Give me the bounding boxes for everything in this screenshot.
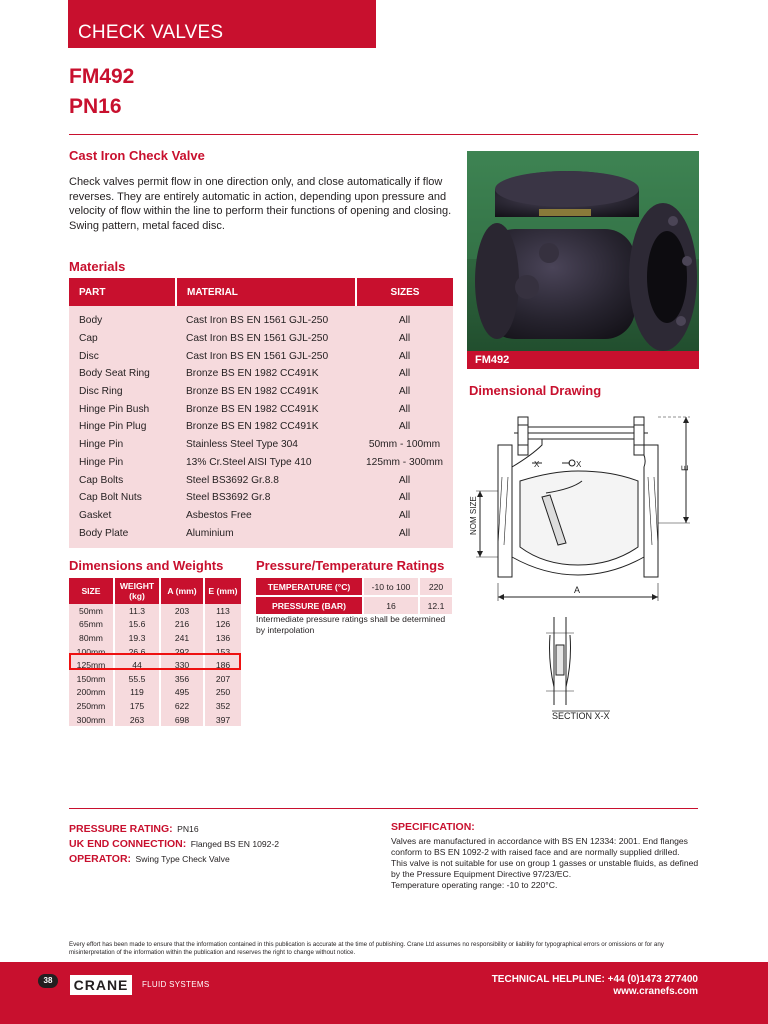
technical-helpline: TECHNICAL HELPLINE: +44 (0)1473 277400 <box>491 974 698 985</box>
dimensions-cell-a: 356 <box>160 672 204 686</box>
materials-cell-part: Hinge Pin Plug <box>69 418 176 436</box>
pressure-label-temperature: TEMPERATURE (°C) <box>256 578 363 596</box>
materials-cell-material: Asbestos Free <box>176 507 356 525</box>
dimensions-row <box>69 713 241 727</box>
materials-cell-material: Cast Iron BS EN 1561 GJL-250 <box>176 306 356 330</box>
materials-cell-part: Hinge Pin Bush <box>69 400 176 418</box>
photo-caption-bar <box>467 351 699 369</box>
dimensions-cell-a: 203 <box>160 604 204 618</box>
drawing-label-nom-size: NOM SIZE <box>469 496 478 535</box>
section-header-title: CHECK VALVES <box>78 22 224 43</box>
dimensions-cell-weight: 26.6 <box>114 645 160 659</box>
pressure-temp-high: 220 <box>419 578 452 596</box>
pressure-title: Pressure/Temperature Ratings <box>256 558 445 573</box>
dimensions-cell-e: 250 <box>204 686 241 700</box>
specification-title: SPECIFICATION: <box>391 821 475 833</box>
materials-row <box>69 365 453 383</box>
materials-cell-part: Hinge Pin <box>69 454 176 472</box>
dimensions-cell-a: 292 <box>160 645 204 659</box>
dimensions-row <box>69 699 241 713</box>
drawing-label-x-left: X <box>534 460 540 469</box>
materials-cell-part: Cap Bolt Nuts <box>69 489 176 507</box>
product-pressure-rating: PN16 <box>69 95 122 118</box>
spec-divider <box>69 808 698 809</box>
dimensions-cell-weight: 55.5 <box>114 672 160 686</box>
pressure-value-low: 16 <box>363 596 419 614</box>
materials-cell-part: Body <box>69 306 176 330</box>
disclaimer: Every effort has been made to ensure that the information contained in this publication is accurate at the time of publishing. Crane Ltd assumes no responsibility or liability for typographical errors or omissions or for any misinterpretation of the information within the publication and reserves the right to change without notice. <box>69 941 664 956</box>
dimensions-row <box>69 618 241 632</box>
materials-cell-sizes: All <box>356 306 453 330</box>
dimensions-cell-e: 113 <box>204 604 241 618</box>
materials-cell-sizes: All <box>356 471 453 489</box>
dimensions-cell-e: 207 <box>204 672 241 686</box>
website-link[interactable]: www.cranefs.com <box>613 986 698 997</box>
drawing-label-a: A <box>574 585 581 595</box>
dimensions-cell-size: 150mm <box>69 672 114 686</box>
materials-cell-part: Gasket <box>69 507 176 525</box>
section-header-bar <box>68 0 376 48</box>
crane-logo <box>70 975 132 995</box>
spec-uk-end-connection <box>69 836 279 851</box>
materials-row <box>69 524 453 548</box>
materials-cell-sizes: All <box>356 330 453 348</box>
spec-uk-end-connection-label: UK END CONNECTION: <box>69 838 187 850</box>
materials-cell-part: Cap <box>69 330 176 348</box>
dimensions-cell-weight: 44 <box>114 658 160 672</box>
dimensions-cell-weight: 263 <box>114 713 160 727</box>
materials-cell-sizes: 50mm - 100mm <box>356 436 453 454</box>
specification-p2: This valve is not suitable for use on group 1 gasses or unstable fluids, as defined by the Pressure Equipment Directive 97/23/EC. <box>391 858 699 879</box>
dimensions-cell-size: 250mm <box>69 699 114 713</box>
materials-cell-sizes: All <box>356 507 453 525</box>
dimensions-cell-weight: 175 <box>114 699 160 713</box>
valve-photo-illustration <box>467 151 699 369</box>
materials-row <box>69 471 453 489</box>
dimensions-cell-size: 65mm <box>69 618 114 632</box>
dimensions-cell-weight: 119 <box>114 686 160 700</box>
materials-cell-part: Hinge Pin <box>69 436 176 454</box>
dimensions-header-e: E (mm) <box>204 578 241 604</box>
materials-header-sizes: SIZES <box>356 278 453 306</box>
materials-cell-material: Stainless Steel Type 304 <box>176 436 356 454</box>
drawing-label-section: SECTION X-X <box>552 711 610 721</box>
pressure-row-temperature <box>256 578 452 596</box>
intro-text <box>69 175 459 233</box>
dimensions-header-weight: WEIGHT (kg) <box>114 578 160 604</box>
spec-summary <box>69 821 279 866</box>
materials-cell-sizes: All <box>356 489 453 507</box>
intro-line-2: Swing pattern, metal faced disc. <box>69 219 225 232</box>
pressure-label-pressure: PRESSURE (BAR) <box>256 596 363 614</box>
spec-pressure-rating-label: PRESSURE RATING: <box>69 823 173 835</box>
dimensions-cell-a: 216 <box>160 618 204 632</box>
materials-cell-sizes: All <box>356 383 453 401</box>
dimensions-title: Dimensions and Weights <box>69 558 224 573</box>
dimensions-cell-size: 200mm <box>69 686 114 700</box>
dimensions-cell-size: 100mm <box>69 645 114 659</box>
materials-row <box>69 330 453 348</box>
materials-row <box>69 507 453 525</box>
materials-cell-sizes: All <box>356 524 453 548</box>
dimensions-cell-e: 136 <box>204 631 241 645</box>
materials-table <box>69 278 453 548</box>
materials-row <box>69 454 453 472</box>
materials-cell-material: Bronze BS EN 1982 CC491K <box>176 383 356 401</box>
dimensions-cell-size: 300mm <box>69 713 114 727</box>
spec-pressure-rating-value: PN16 <box>177 824 199 834</box>
product-photo <box>467 151 699 369</box>
dimensions-cell-size: 50mm <box>69 604 114 618</box>
materials-cell-material: Bronze BS EN 1982 CC491K <box>176 418 356 436</box>
materials-header-row <box>69 278 453 306</box>
materials-cell-material: Steel BS3692 Gr.8 <box>176 489 356 507</box>
specification-text <box>391 836 701 891</box>
pressure-value-high: 12.1 <box>419 596 452 614</box>
dimensions-cell-a: 622 <box>160 699 204 713</box>
materials-cell-material: 13% Cr.Steel AISI Type 410 <box>176 454 356 472</box>
drawing-label-x-right: X <box>576 460 582 469</box>
materials-cell-part: Body Plate <box>69 524 176 548</box>
dimensions-cell-size: 80mm <box>69 631 114 645</box>
dimensions-cell-e: 126 <box>204 618 241 632</box>
materials-header-material: MATERIAL <box>176 278 356 306</box>
materials-table-body <box>69 306 453 548</box>
materials-cell-part: Disc Ring <box>69 383 176 401</box>
page-number: 38 <box>38 974 58 988</box>
materials-cell-material: Bronze BS EN 1982 CC491K <box>176 400 356 418</box>
dimensions-cell-weight: 11.3 <box>114 604 160 618</box>
dimensions-header-row <box>69 578 241 604</box>
materials-cell-sizes: All <box>356 365 453 383</box>
pressure-note: Intermediate pressure ratings shall be determined by interpolation <box>256 614 446 635</box>
header-divider <box>69 134 698 135</box>
materials-row <box>69 347 453 365</box>
materials-row <box>69 489 453 507</box>
dimensions-header-a: A (mm) <box>160 578 204 604</box>
specification-p3: Temperature operating range: -10 to 220°C. <box>391 880 558 890</box>
materials-cell-material: Cast Iron BS EN 1561 GJL-250 <box>176 347 356 365</box>
spec-uk-end-connection-value: Flanged BS EN 1092-2 <box>190 839 280 849</box>
pressure-temp-low: -10 to 100 <box>363 578 419 596</box>
materials-row <box>69 418 453 436</box>
dimensional-drawing <box>462 405 702 727</box>
dimensions-cell-e: 397 <box>204 713 241 727</box>
division-name: FLUID SYSTEMS <box>142 980 210 989</box>
dimensions-cell-a: 330 <box>160 658 204 672</box>
materials-title: Materials <box>69 259 126 274</box>
materials-cell-material: Bronze BS EN 1982 CC491K <box>176 365 356 383</box>
dimensions-row <box>69 604 241 618</box>
dimensions-cell-size: 125mm <box>69 658 114 672</box>
materials-row <box>69 436 453 454</box>
product-name: Cast Iron Check Valve <box>69 148 205 163</box>
materials-cell-part: Cap Bolts <box>69 471 176 489</box>
spec-operator-label: OPERATOR: <box>69 853 132 865</box>
dimensions-cell-e: 352 <box>204 699 241 713</box>
materials-cell-material: Aluminium <box>176 524 356 548</box>
dimensions-row <box>69 686 241 700</box>
materials-cell-material: Steel BS3692 Gr.8.8 <box>176 471 356 489</box>
drawing-title: Dimensional Drawing <box>469 383 602 398</box>
crane-logo-text: CRANE <box>73 977 129 993</box>
materials-row <box>69 306 453 330</box>
spec-operator <box>69 851 279 866</box>
dimensions-cell-weight: 19.3 <box>114 631 160 645</box>
materials-row <box>69 383 453 401</box>
photo-caption: FM492 <box>475 354 510 366</box>
dimensions-cell-weight: 15.6 <box>114 618 160 632</box>
dimensions-cell-a: 495 <box>160 686 204 700</box>
materials-cell-sizes: 125mm - 300mm <box>356 454 453 472</box>
pressure-table <box>256 578 452 614</box>
materials-cell-sizes: All <box>356 400 453 418</box>
materials-row <box>69 400 453 418</box>
dimensions-header-size: SIZE <box>69 578 114 604</box>
dimensions-cell-e: 153 <box>204 645 241 659</box>
product-model: FM492 <box>69 65 135 88</box>
dimensions-row <box>69 672 241 686</box>
materials-cell-part: Body Seat Ring <box>69 365 176 383</box>
highlight-box <box>69 653 241 670</box>
specification-p1: Valves are manufactured in accordance with BS EN 12334: 2001. End flanges conform to BS EN 1092-2 with raised face and are normally supplied drilled. <box>391 836 688 857</box>
spec-operator-value: Swing Type Check Valve <box>135 854 230 864</box>
dimensions-cell-e: 186 <box>204 658 241 672</box>
pressure-row-pressure <box>256 596 452 614</box>
intro-paragraph: Check valves permit flow in one direction only, and close automatically if flow reverses. They are entirely automatic in action, depending upon pressure and velocity of flow within the line to perform their functions of opening and closing. <box>69 176 452 218</box>
materials-header-part: PART <box>69 278 176 306</box>
dimensions-cell-a: 698 <box>160 713 204 727</box>
drawing-label-e: E <box>680 464 690 471</box>
materials-cell-sizes: All <box>356 418 453 436</box>
dimensions-row <box>69 631 241 645</box>
spec-pressure-rating <box>69 821 279 836</box>
materials-cell-sizes: All <box>356 347 453 365</box>
materials-cell-part: Disc <box>69 347 176 365</box>
dimensions-cell-a: 241 <box>160 631 204 645</box>
materials-cell-material: Cast Iron BS EN 1561 GJL-250 <box>176 330 356 348</box>
